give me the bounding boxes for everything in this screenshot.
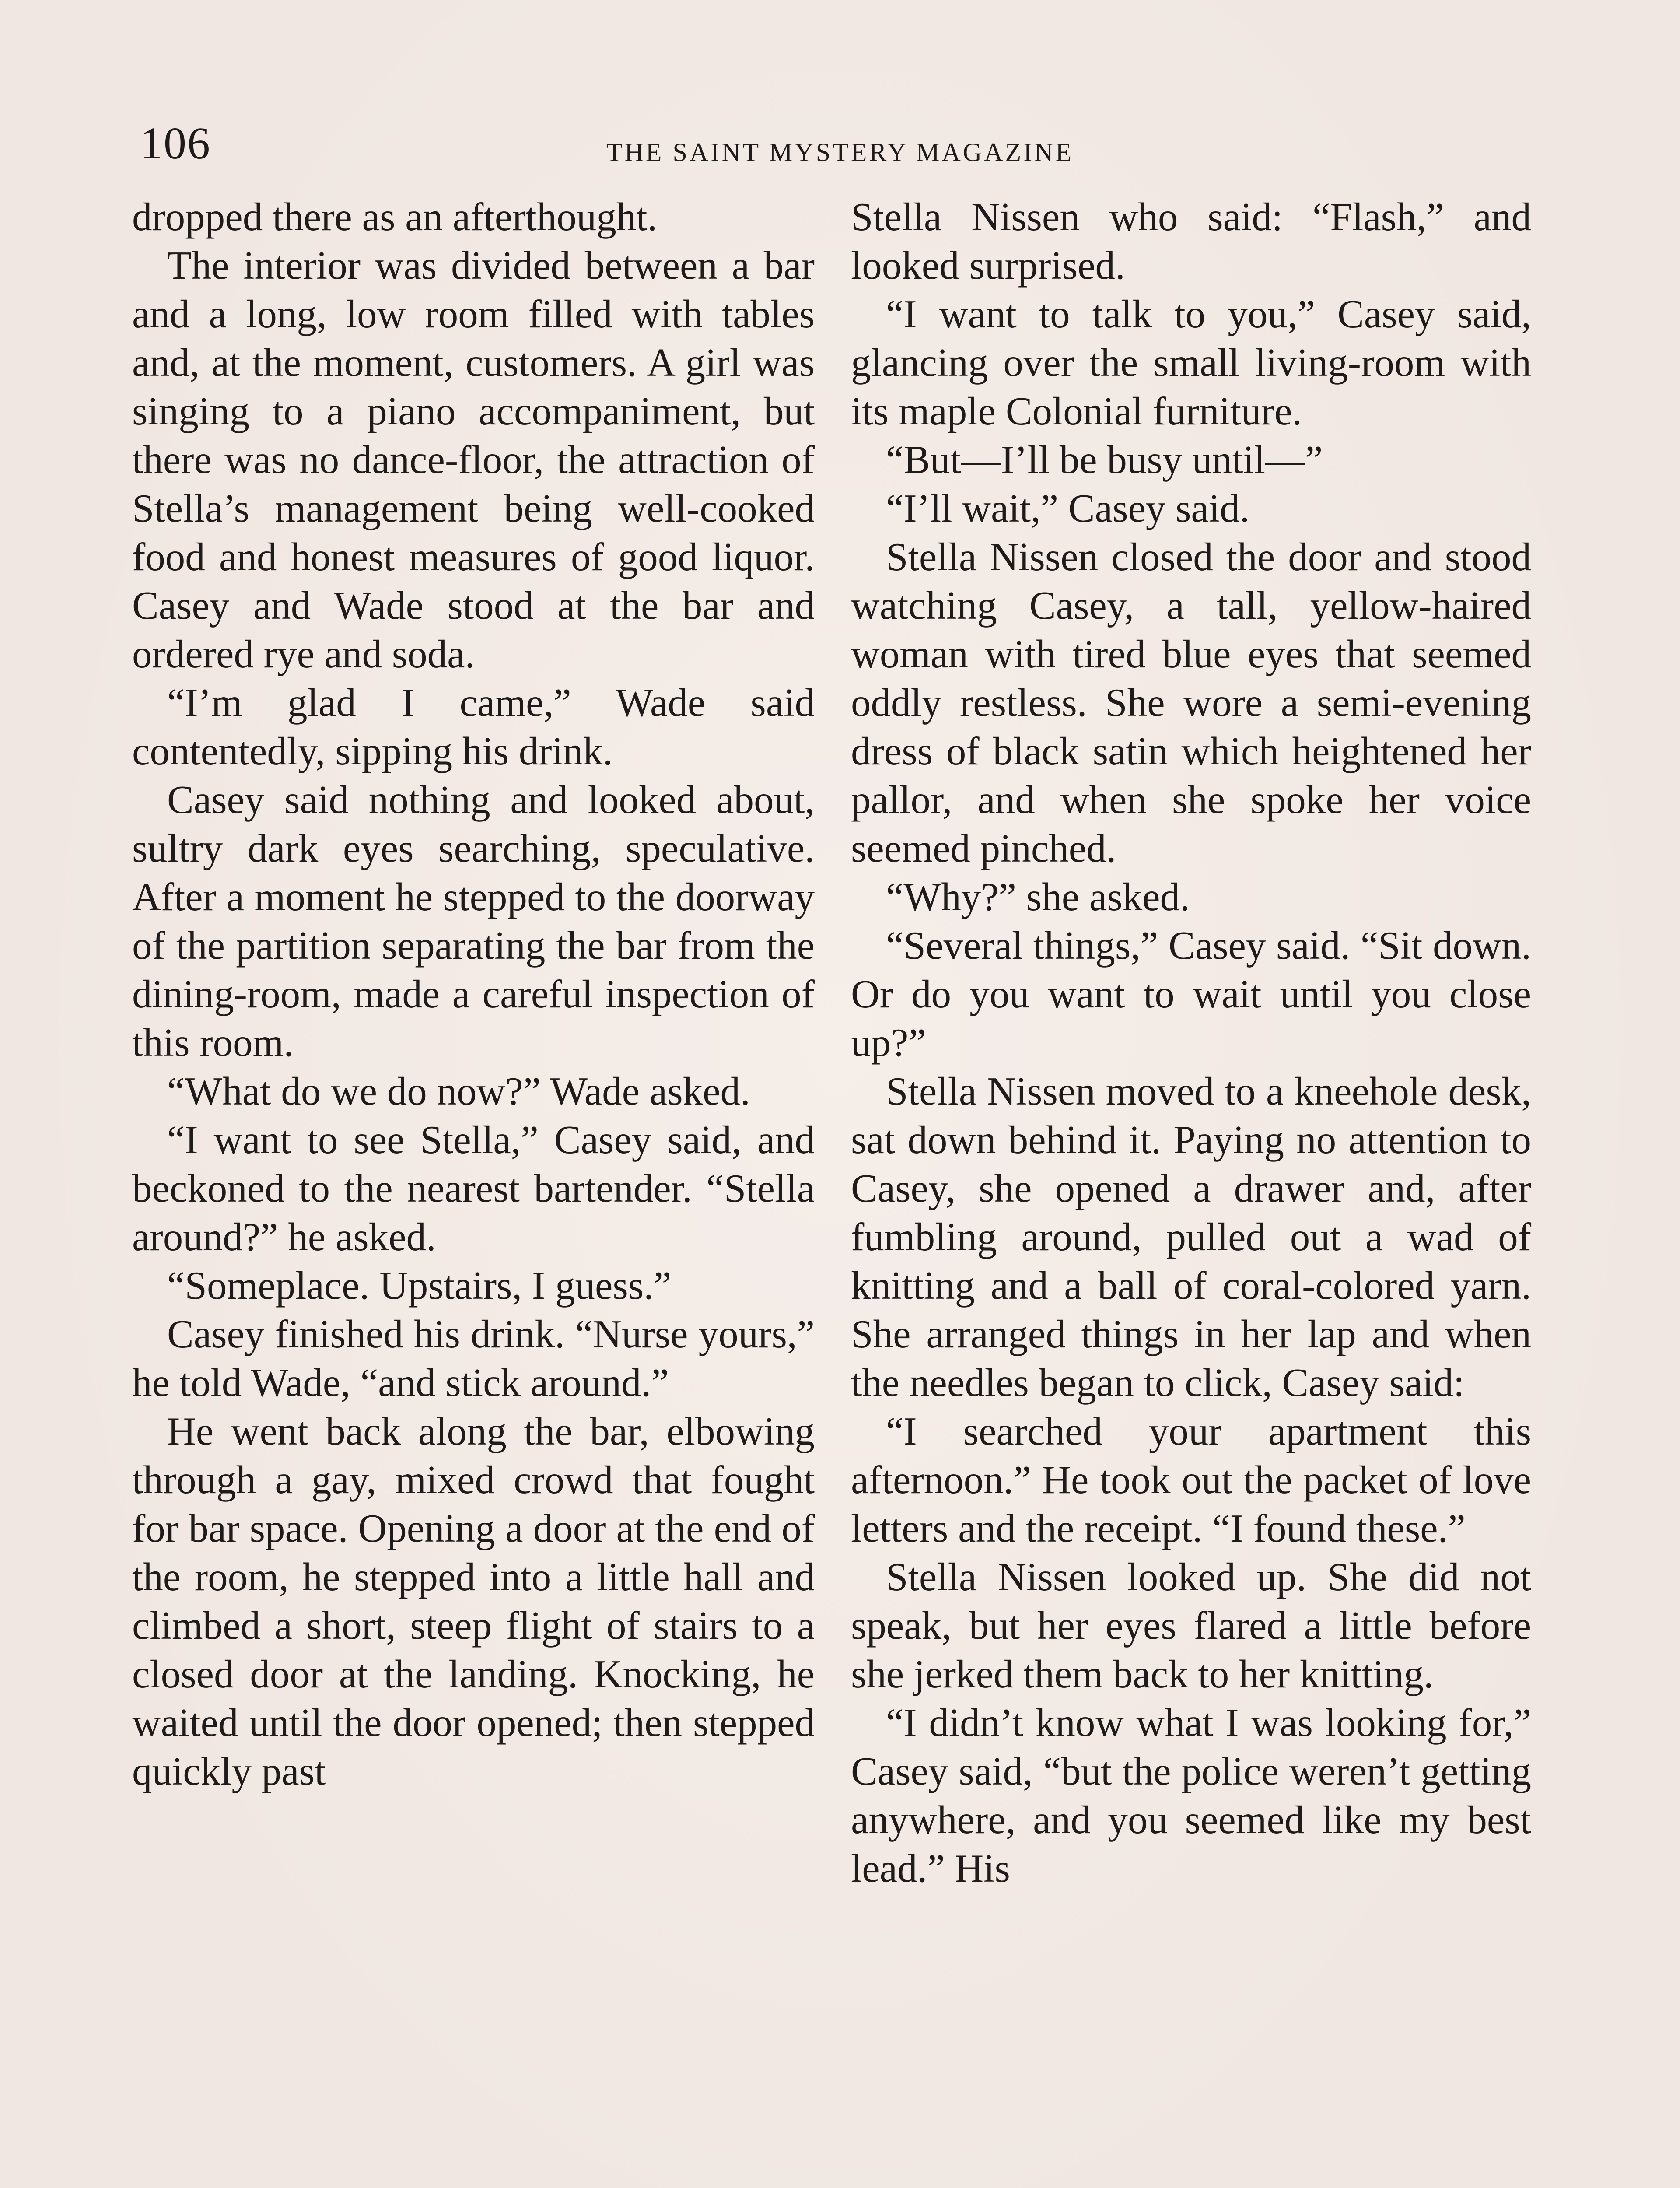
paragraph: “Someplace. Upstairs, I guess.”	[167, 1263, 672, 1308]
paragraph: Stella Nissen who said: “Flash,” and looked surprised.	[851, 195, 1531, 288]
paragraph: “I’m glad I came,” Wade said contentedly, sipping his drink.	[132, 680, 815, 773]
paragraph: “I’ll wait,” Casey said.	[886, 486, 1250, 530]
paragraph: “What do we do now?” Wade asked.	[167, 1069, 750, 1113]
paragraph: He went back along the bar, elbowing through a gay, mixed crowd that fought for bar space. Opening a door at the end of the room, he stepped into a little hall and climbed a short, steep flight of stairs to a closed door at the landing. Knocking, he waited until the door opened; then stepped quickly past	[132, 1409, 815, 1793]
page-header	[131, 117, 1549, 179]
paragraph: “Several things,” Casey said. “Sit down. Or do you want to wait until you close up?”	[851, 923, 1531, 1065]
left-text-column	[132, 193, 815, 1795]
right-text-column	[851, 193, 1531, 1893]
paragraph: Casey finished his drink. “Nurse yours,” he told Wade, “and stick around.”	[132, 1312, 815, 1405]
paragraph: Stella Nissen closed the door and stood watching Casey, a tall, yellow-haired woman with tired blue eyes that seemed oddly restless. She wore a semi-evening dress of black satin which heightened her pallor, and when she spoke her voice seemed pinched.	[851, 535, 1531, 870]
paragraph: Casey said nothing and looked about, sultry dark eyes searching, speculative. After a moment he stepped to the doorway of the partition separating the bar from the dining-room, made a careful inspection of this room.	[132, 778, 815, 1065]
paragraph: Stella Nissen moved to a kneehole desk, sat down behind it. Paying no attention to Casey, she opened a drawer and, after fumbling around, pulled out a wad of knitting and a ball of coral-colored yarn. She arranged things in her lap and when the needles began to click, Casey said:	[851, 1069, 1531, 1405]
paragraph: The interior was divided between a bar and a long, low room filled with tables and, at the moment, customers. A girl was singing to a piano accompaniment, but there was no dance-floor, the attraction of Stella’s management being well-cooked food and honest measures of good liquor. Casey and Wade stood at the bar and ordered rye and soda.	[132, 243, 815, 676]
paragraph: “I searched your apartment this afternoon.” He took out the packet of love letters and the receipt. “I found these.”	[851, 1409, 1531, 1550]
paragraph: “I want to talk to you,” Casey said, glancing over the small living-room with its maple Colonial furniture.	[851, 292, 1531, 433]
paragraph: “I didn’t know what I was looking for,” Casey said, “but the police weren’t getting anywhere, and you seemed like my best lead.” His	[851, 1701, 1531, 1890]
paragraph: Stella Nissen looked up. She did not speak, but her eyes flared a little before she jerked them back to her knitting.	[851, 1555, 1531, 1696]
running-head: THE SAINT MYSTERY MAGAZINE	[606, 138, 1074, 167]
paragraph: “Why?” she asked.	[886, 875, 1190, 919]
paragraph: “I want to see Stella,” Casey said, and beckoned to the nearest bartender. “Stella around?” he asked.	[132, 1118, 815, 1259]
paragraph: dropped there as an afterthought.	[132, 195, 658, 239]
paragraph: “But—I’ll be busy until—”	[886, 438, 1323, 482]
page-number: 106	[140, 118, 211, 168]
